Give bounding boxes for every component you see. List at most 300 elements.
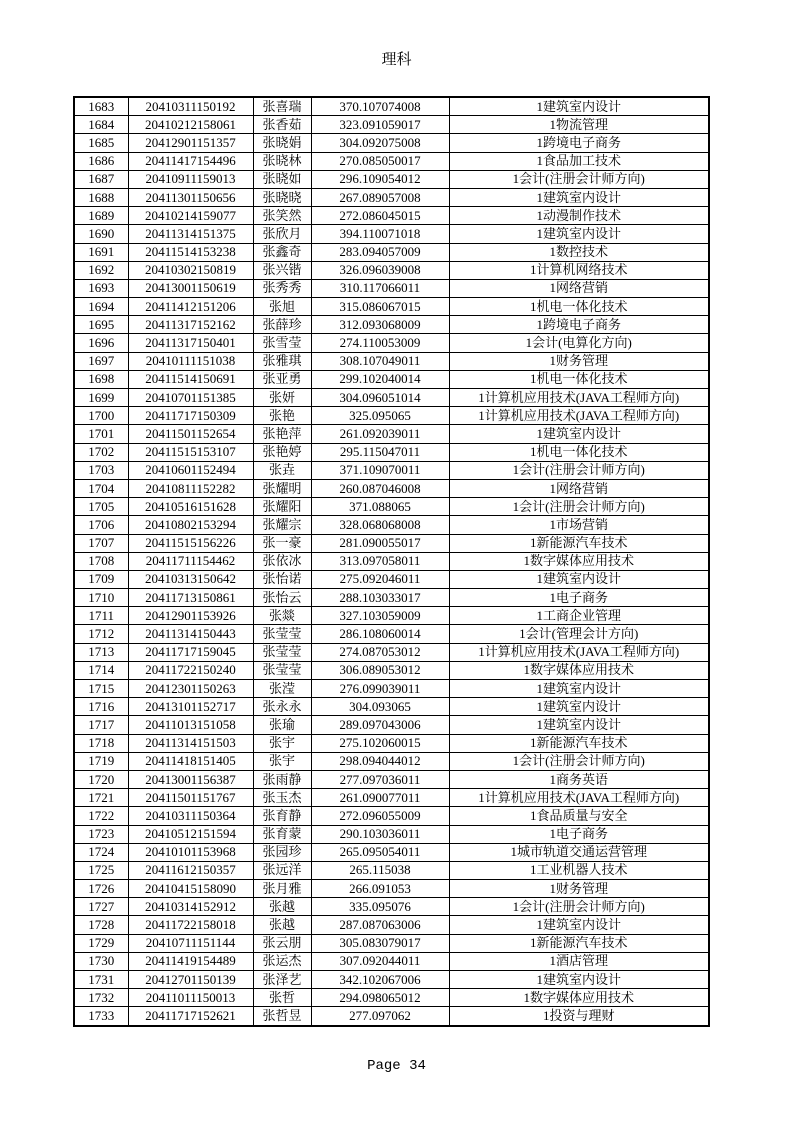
table-row (74, 1007, 709, 1026)
major-cell: 1会计(注册会计师方向) (449, 898, 709, 916)
student-name-cell: 张晓娟 (253, 134, 311, 152)
table-row (74, 770, 709, 788)
row-index-cell: 1697 (74, 352, 128, 370)
student-name-cell: 张越 (253, 898, 311, 916)
major-cell: 1市场营销 (449, 516, 709, 534)
exam-number-cell: 20413001156387 (128, 770, 253, 788)
student-name-cell: 张哲 (253, 989, 311, 1007)
major-cell: 1会计(注册会计师方向) (449, 498, 709, 516)
table-row (74, 425, 709, 443)
table-row (74, 279, 709, 297)
table-row (74, 570, 709, 588)
student-name-cell: 张怡诺 (253, 570, 311, 588)
score-cell: 272.086045015 (311, 207, 449, 225)
student-name-cell: 张香茹 (253, 116, 311, 134)
student-name-cell: 张雪莹 (253, 334, 311, 352)
score-cell: 294.098065012 (311, 989, 449, 1007)
student-name-cell: 张莹莹 (253, 643, 311, 661)
major-cell: 1建筑室内设计 (449, 97, 709, 116)
admission-table (73, 96, 710, 1027)
table-row (74, 389, 709, 407)
student-name-cell: 张艳婷 (253, 443, 311, 461)
score-cell: 267.089057008 (311, 188, 449, 206)
table-row (74, 607, 709, 625)
major-cell: 1新能源汽车技术 (449, 934, 709, 952)
major-cell: 1新能源汽车技术 (449, 534, 709, 552)
score-cell: 310.117066011 (311, 279, 449, 297)
student-name-cell: 张一豪 (253, 534, 311, 552)
exam-number-cell: 20411314150443 (128, 625, 253, 643)
major-cell: 1网络营销 (449, 479, 709, 497)
score-cell: 265.095054011 (311, 843, 449, 861)
exam-number-cell: 20411317152162 (128, 316, 253, 334)
score-cell: 295.115047011 (311, 443, 449, 461)
score-cell: 260.087046008 (311, 479, 449, 497)
exam-number-cell: 20411013151058 (128, 716, 253, 734)
row-index-cell: 1690 (74, 225, 128, 243)
score-cell: 313.097058011 (311, 552, 449, 570)
score-cell: 298.094044012 (311, 752, 449, 770)
student-name-cell: 张哲昱 (253, 1007, 311, 1026)
student-name-cell: 张笑然 (253, 207, 311, 225)
table-row (74, 661, 709, 679)
score-cell: 275.102060015 (311, 734, 449, 752)
student-name-cell: 张薛珍 (253, 316, 311, 334)
student-name-cell: 张晓晓 (253, 188, 311, 206)
table-row (74, 261, 709, 279)
table-row (74, 534, 709, 552)
student-name-cell: 张妍 (253, 389, 311, 407)
major-cell: 1物流管理 (449, 116, 709, 134)
row-index-cell: 1691 (74, 243, 128, 261)
major-cell: 1机电一体化技术 (449, 370, 709, 388)
exam-number-cell: 20410313150642 (128, 570, 253, 588)
score-cell: 275.092046011 (311, 570, 449, 588)
score-cell: 277.097036011 (311, 770, 449, 788)
score-cell: 307.092044011 (311, 952, 449, 970)
exam-number-cell: 20411717152621 (128, 1007, 253, 1026)
table-row (74, 243, 709, 261)
exam-number-cell: 20410516151628 (128, 498, 253, 516)
row-index-cell: 1724 (74, 843, 128, 861)
exam-number-cell: 20410314152912 (128, 898, 253, 916)
student-name-cell: 张燚 (253, 607, 311, 625)
major-cell: 1数字媒体应用技术 (449, 661, 709, 679)
row-index-cell: 1685 (74, 134, 128, 152)
row-index-cell: 1711 (74, 607, 128, 625)
score-cell: 306.089053012 (311, 661, 449, 679)
score-cell: 304.092075008 (311, 134, 449, 152)
exam-number-cell: 20411711154462 (128, 552, 253, 570)
exam-number-cell: 20412301150263 (128, 680, 253, 698)
score-cell: 272.096055009 (311, 807, 449, 825)
exam-number-cell: 20410512151594 (128, 825, 253, 843)
major-cell: 1会计(电算化方向) (449, 334, 709, 352)
student-name-cell: 张莹莹 (253, 661, 311, 679)
major-cell: 1计算机应用技术(JAVA工程师方向) (449, 389, 709, 407)
score-cell: 276.099039011 (311, 680, 449, 698)
student-name-cell: 张宇 (253, 752, 311, 770)
table-row (74, 152, 709, 170)
table-row (74, 752, 709, 770)
row-index-cell: 1683 (74, 97, 128, 116)
row-index-cell: 1718 (74, 734, 128, 752)
score-cell: 287.087063006 (311, 916, 449, 934)
table-row (74, 789, 709, 807)
major-cell: 1新能源汽车技术 (449, 734, 709, 752)
page-header-title: 理科 (381, 52, 412, 68)
major-cell: 1建筑室内设计 (449, 716, 709, 734)
major-cell: 1电子商务 (449, 589, 709, 607)
exam-number-cell: 20411514153238 (128, 243, 253, 261)
exam-number-cell: 20412901151357 (128, 134, 253, 152)
exam-number-cell: 20411417154496 (128, 152, 253, 170)
row-index-cell: 1714 (74, 661, 128, 679)
score-cell: 266.091053 (311, 880, 449, 898)
student-name-cell: 张远洋 (253, 861, 311, 879)
table-row (74, 898, 709, 916)
score-cell: 283.094057009 (311, 243, 449, 261)
table-row (74, 680, 709, 698)
row-index-cell: 1716 (74, 698, 128, 716)
major-cell: 1动漫制作技术 (449, 207, 709, 225)
table-row (74, 716, 709, 734)
table-row (74, 880, 709, 898)
score-cell: 325.095065 (311, 407, 449, 425)
exam-number-cell: 20411717159045 (128, 643, 253, 661)
major-cell: 1会计(注册会计师方向) (449, 461, 709, 479)
table-row (74, 316, 709, 334)
row-index-cell: 1702 (74, 443, 128, 461)
exam-number-cell: 20411418151405 (128, 752, 253, 770)
row-index-cell: 1709 (74, 570, 128, 588)
student-name-cell: 张艳 (253, 407, 311, 425)
student-name-cell: 张莹莹 (253, 625, 311, 643)
major-cell: 1电子商务 (449, 825, 709, 843)
student-name-cell: 张滢 (253, 680, 311, 698)
student-name-cell: 张园珍 (253, 843, 311, 861)
row-index-cell: 1720 (74, 770, 128, 788)
exam-number-cell: 20410811152282 (128, 479, 253, 497)
student-name-cell: 张晓如 (253, 170, 311, 188)
score-cell: 296.109054012 (311, 170, 449, 188)
student-name-cell: 张喜瑞 (253, 97, 311, 116)
table-row (74, 952, 709, 970)
row-index-cell: 1732 (74, 989, 128, 1007)
exam-number-cell: 20411314151503 (128, 734, 253, 752)
table-row (74, 134, 709, 152)
score-cell: 371.088065 (311, 498, 449, 516)
major-cell: 1食品质量与安全 (449, 807, 709, 825)
row-index-cell: 1699 (74, 389, 128, 407)
exam-number-cell: 20410214159077 (128, 207, 253, 225)
exam-number-cell: 20411514150691 (128, 370, 253, 388)
major-cell: 1酒店管理 (449, 952, 709, 970)
major-cell: 1工商企业管理 (449, 607, 709, 625)
exam-number-cell: 20411501151767 (128, 789, 253, 807)
table-row (74, 552, 709, 570)
score-cell: 288.103033017 (311, 589, 449, 607)
row-index-cell: 1705 (74, 498, 128, 516)
student-name-cell: 张怡云 (253, 589, 311, 607)
row-index-cell: 1686 (74, 152, 128, 170)
table-row (74, 643, 709, 661)
table-row (74, 334, 709, 352)
score-cell: 265.115038 (311, 861, 449, 879)
student-name-cell: 张依冰 (253, 552, 311, 570)
major-cell: 1财务管理 (449, 880, 709, 898)
row-index-cell: 1700 (74, 407, 128, 425)
major-cell: 1计算机应用技术(JAVA工程师方向) (449, 789, 709, 807)
row-index-cell: 1707 (74, 534, 128, 552)
exam-number-cell: 20410212158061 (128, 116, 253, 134)
score-cell: 371.109070011 (311, 461, 449, 479)
exam-number-cell: 20411317150401 (128, 334, 253, 352)
major-cell: 1数字媒体应用技术 (449, 989, 709, 1007)
score-cell: 304.096051014 (311, 389, 449, 407)
exam-number-cell: 20411722150240 (128, 661, 253, 679)
row-index-cell: 1719 (74, 752, 128, 770)
major-cell: 1会计(注册会计师方向) (449, 170, 709, 188)
score-cell: 261.092039011 (311, 425, 449, 443)
major-cell: 1食品加工技术 (449, 152, 709, 170)
row-index-cell: 1713 (74, 643, 128, 661)
student-name-cell: 张旭 (253, 298, 311, 316)
exam-number-cell: 20411515156226 (128, 534, 253, 552)
student-name-cell: 张云朋 (253, 934, 311, 952)
exam-number-cell: 20413001150619 (128, 279, 253, 297)
exam-number-cell: 20410711151144 (128, 934, 253, 952)
major-cell: 1建筑室内设计 (449, 698, 709, 716)
student-name-cell: 张垚 (253, 461, 311, 479)
score-cell: 281.090055017 (311, 534, 449, 552)
row-index-cell: 1701 (74, 425, 128, 443)
student-name-cell: 张雅琪 (253, 352, 311, 370)
table-row (74, 625, 709, 643)
table-row (74, 97, 709, 116)
major-cell: 1建筑室内设计 (449, 680, 709, 698)
student-name-cell: 张月雅 (253, 880, 311, 898)
row-index-cell: 1694 (74, 298, 128, 316)
row-index-cell: 1689 (74, 207, 128, 225)
table-row (74, 971, 709, 989)
score-cell: 394.110071018 (311, 225, 449, 243)
major-cell: 1数字媒体应用技术 (449, 552, 709, 570)
exam-number-cell: 20411419154489 (128, 952, 253, 970)
exam-number-cell: 20411412151206 (128, 298, 253, 316)
row-index-cell: 1684 (74, 116, 128, 134)
row-index-cell: 1688 (74, 188, 128, 206)
table-row (74, 298, 709, 316)
row-index-cell: 1729 (74, 934, 128, 952)
row-index-cell: 1730 (74, 952, 128, 970)
major-cell: 1建筑室内设计 (449, 916, 709, 934)
score-cell: 342.102067006 (311, 971, 449, 989)
row-index-cell: 1721 (74, 789, 128, 807)
exam-number-cell: 20411612150357 (128, 861, 253, 879)
student-name-cell: 张宇 (253, 734, 311, 752)
score-cell: 335.095076 (311, 898, 449, 916)
student-name-cell: 张育静 (253, 807, 311, 825)
exam-number-cell: 20411501152654 (128, 425, 253, 443)
row-index-cell: 1731 (74, 971, 128, 989)
exam-number-cell: 20411722158018 (128, 916, 253, 934)
student-name-cell: 张亚勇 (253, 370, 311, 388)
score-cell: 299.102040014 (311, 370, 449, 388)
exam-number-cell: 20411301150656 (128, 188, 253, 206)
score-cell: 308.107049011 (311, 352, 449, 370)
score-cell: 326.096039008 (311, 261, 449, 279)
table-row (74, 989, 709, 1007)
student-name-cell: 张运杰 (253, 952, 311, 970)
major-cell: 1建筑室内设计 (449, 971, 709, 989)
exam-number-cell: 20412701150139 (128, 971, 253, 989)
student-name-cell: 张越 (253, 916, 311, 934)
student-name-cell: 张艳萍 (253, 425, 311, 443)
row-index-cell: 1725 (74, 861, 128, 879)
exam-number-cell: 20410415158090 (128, 880, 253, 898)
major-cell: 1建筑室内设计 (449, 425, 709, 443)
score-cell: 305.083079017 (311, 934, 449, 952)
major-cell: 1工业机器人技术 (449, 861, 709, 879)
exam-number-cell: 20410302150819 (128, 261, 253, 279)
table-row (74, 916, 709, 934)
student-name-cell: 张耀宗 (253, 516, 311, 534)
major-cell: 1建筑室内设计 (449, 570, 709, 588)
exam-number-cell: 20410802153294 (128, 516, 253, 534)
table-row (74, 407, 709, 425)
row-index-cell: 1703 (74, 461, 128, 479)
score-cell: 328.068068008 (311, 516, 449, 534)
exam-number-cell: 20410101153968 (128, 843, 253, 861)
row-index-cell: 1722 (74, 807, 128, 825)
score-cell: 277.097062 (311, 1007, 449, 1026)
table-row (74, 352, 709, 370)
row-index-cell: 1693 (74, 279, 128, 297)
score-cell: 315.086067015 (311, 298, 449, 316)
table-row (74, 807, 709, 825)
table-row (74, 589, 709, 607)
score-cell: 312.093068009 (311, 316, 449, 334)
exam-number-cell: 20410601152494 (128, 461, 253, 479)
major-cell: 1跨境电子商务 (449, 134, 709, 152)
row-index-cell: 1696 (74, 334, 128, 352)
row-index-cell: 1687 (74, 170, 128, 188)
row-index-cell: 1706 (74, 516, 128, 534)
student-name-cell: 张兴锴 (253, 261, 311, 279)
exam-number-cell: 20413101152717 (128, 698, 253, 716)
row-index-cell: 1692 (74, 261, 128, 279)
table-row (74, 498, 709, 516)
exam-number-cell: 20411713150861 (128, 589, 253, 607)
row-index-cell: 1710 (74, 589, 128, 607)
major-cell: 1建筑室内设计 (449, 225, 709, 243)
row-index-cell: 1727 (74, 898, 128, 916)
row-index-cell: 1715 (74, 680, 128, 698)
score-cell: 323.091059017 (311, 116, 449, 134)
table-row (74, 861, 709, 879)
table-row (74, 843, 709, 861)
row-index-cell: 1695 (74, 316, 128, 334)
row-index-cell: 1726 (74, 880, 128, 898)
major-cell: 1计算机应用技术(JAVA工程师方向) (449, 643, 709, 661)
exam-number-cell: 20412901153926 (128, 607, 253, 625)
score-cell: 327.103059009 (311, 607, 449, 625)
score-cell: 274.110053009 (311, 334, 449, 352)
score-cell: 286.108060014 (311, 625, 449, 643)
row-index-cell: 1728 (74, 916, 128, 934)
table-row (74, 516, 709, 534)
table-row (74, 170, 709, 188)
score-cell: 370.107074008 (311, 97, 449, 116)
student-name-cell: 张秀秀 (253, 279, 311, 297)
score-cell: 289.097043006 (311, 716, 449, 734)
row-index-cell: 1712 (74, 625, 128, 643)
student-name-cell: 张瑜 (253, 716, 311, 734)
table-row (74, 188, 709, 206)
table-row (74, 734, 709, 752)
major-cell: 1会计(注册会计师方向) (449, 752, 709, 770)
table-row (74, 934, 709, 952)
student-name-cell: 张耀明 (253, 479, 311, 497)
row-index-cell: 1723 (74, 825, 128, 843)
major-cell: 1计算机网络技术 (449, 261, 709, 279)
row-index-cell: 1717 (74, 716, 128, 734)
student-name-cell: 张永永 (253, 698, 311, 716)
student-name-cell: 张耀阳 (253, 498, 311, 516)
row-index-cell: 1733 (74, 1007, 128, 1026)
row-index-cell: 1704 (74, 479, 128, 497)
major-cell: 1跨境电子商务 (449, 316, 709, 334)
row-index-cell: 1708 (74, 552, 128, 570)
student-name-cell: 张欣月 (253, 225, 311, 243)
score-cell: 304.093065 (311, 698, 449, 716)
major-cell: 1机电一体化技术 (449, 298, 709, 316)
table-row (74, 207, 709, 225)
major-cell: 1投资与理财 (449, 1007, 709, 1026)
major-cell: 1机电一体化技术 (449, 443, 709, 461)
student-name-cell: 张泽艺 (253, 971, 311, 989)
exam-number-cell: 20411717150309 (128, 407, 253, 425)
major-cell: 1建筑室内设计 (449, 188, 709, 206)
major-cell: 1计算机应用技术(JAVA工程师方向) (449, 407, 709, 425)
score-cell: 290.103036011 (311, 825, 449, 843)
student-name-cell: 张鑫奇 (253, 243, 311, 261)
score-cell: 261.090077011 (311, 789, 449, 807)
major-cell: 1城市轨道交通运营管理 (449, 843, 709, 861)
table-row (74, 370, 709, 388)
table-row (74, 225, 709, 243)
row-index-cell: 1698 (74, 370, 128, 388)
student-name-cell: 张玉杰 (253, 789, 311, 807)
major-cell: 1数控技术 (449, 243, 709, 261)
major-cell: 1会计(管理会计方向) (449, 625, 709, 643)
score-cell: 274.087053012 (311, 643, 449, 661)
score-cell: 270.085050017 (311, 152, 449, 170)
student-name-cell: 张育蒙 (253, 825, 311, 843)
exam-number-cell: 20411515153107 (128, 443, 253, 461)
exam-number-cell: 20411011150013 (128, 989, 253, 1007)
exam-number-cell: 20410311150192 (128, 97, 253, 116)
exam-number-cell: 20410311150364 (128, 807, 253, 825)
exam-number-cell: 20411314151375 (128, 225, 253, 243)
table-row (74, 698, 709, 716)
page-number: Page 34 (367, 1058, 426, 1074)
exam-number-cell: 20410911159013 (128, 170, 253, 188)
table-row (74, 479, 709, 497)
table-row (74, 116, 709, 134)
table-row (74, 443, 709, 461)
